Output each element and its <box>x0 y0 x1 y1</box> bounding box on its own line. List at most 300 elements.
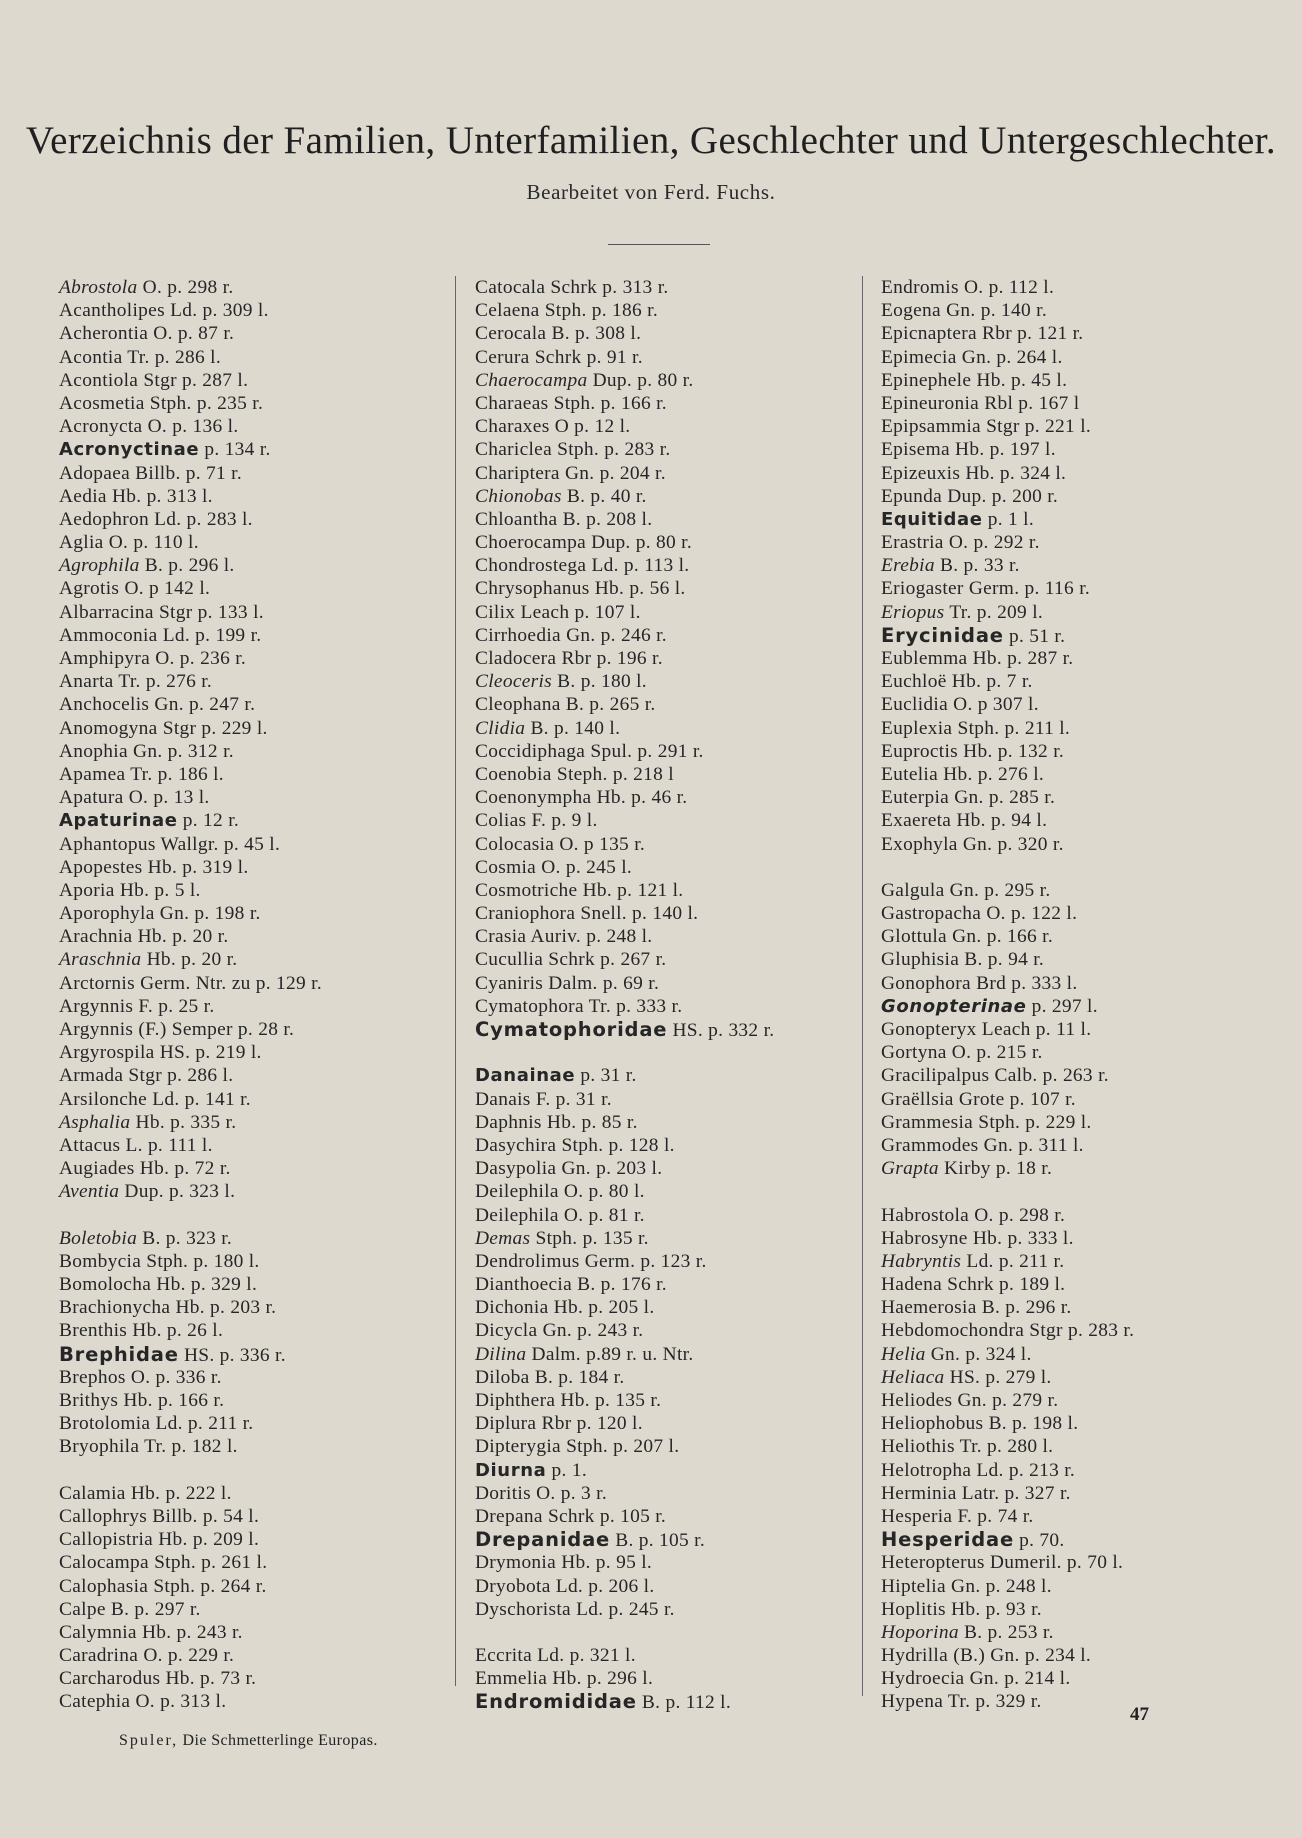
index-entry <box>475 948 865 971</box>
index-entry <box>59 1412 459 1435</box>
entry-name: Exaereta <box>881 810 952 832</box>
index-entry <box>59 322 459 345</box>
entry-reference: O. p. 87 r. <box>153 323 235 345</box>
entry-reference: Gn. p. 295 r. <box>949 879 1051 901</box>
entry-name: Episema <box>881 439 950 461</box>
entry-reference: Stph. p. 235 r. <box>149 392 264 414</box>
entry-name: Danais <box>475 1088 531 1110</box>
index-entry <box>475 462 865 485</box>
entry-name: Acherontia <box>59 323 149 345</box>
index-entry <box>881 1157 1291 1180</box>
entry-name: Cerura <box>475 346 530 368</box>
index-entry <box>881 438 1291 461</box>
entry-reference: O. p. 3 r. <box>536 1482 607 1504</box>
entry-name: Brenthis <box>59 1320 128 1342</box>
entry-reference: Grote p. 107 r. <box>958 1088 1076 1110</box>
entry-name: Diplura <box>475 1413 537 1435</box>
index-entry <box>881 972 1291 995</box>
entry-name: Calamia <box>59 1482 126 1504</box>
index-entry <box>475 554 865 577</box>
index-entry <box>475 1505 865 1528</box>
index-entry <box>59 508 459 531</box>
index-entry <box>59 485 459 508</box>
entry-name: Charaxes <box>475 416 550 438</box>
index-entry <box>475 1667 865 1690</box>
entry-name: Euproctis <box>881 740 959 762</box>
entry-reference: Auriv. p. 248 l. <box>530 926 653 948</box>
index-entry <box>475 1412 865 1435</box>
entry-reference: Rbr p. 121 r. <box>982 323 1084 345</box>
index-entry <box>475 763 865 786</box>
entry-reference: O. p. 215 r. <box>951 1042 1043 1064</box>
entry-reference: Ld. p. 206 l. <box>555 1575 655 1597</box>
index-entry <box>475 1644 865 1667</box>
entry-name: Hiptelia <box>881 1575 946 1597</box>
entry-reference: O. p. 245 l. <box>541 856 633 878</box>
index-entry <box>475 670 865 693</box>
index-entry <box>59 1505 459 1528</box>
entry-reference: B. p. 105 r. <box>615 1530 706 1552</box>
entry-reference: Kirby p. 18 r. <box>943 1158 1053 1180</box>
entry-name: Carcharodus <box>59 1668 161 1690</box>
entry-reference: Hb. p. 132 r. <box>963 740 1065 762</box>
index-entry <box>881 1319 1291 1342</box>
entry-reference: Ld. p. 309 l. <box>170 300 269 322</box>
entry-name: Argynnis <box>59 1019 134 1040</box>
index-entry <box>475 508 865 531</box>
index-entry <box>59 1644 459 1667</box>
entry-reference: p. 12 r. <box>182 810 240 832</box>
entry-reference: Tr. p. 209 l. <box>949 601 1044 623</box>
entry-reference: Hb. p. 166 r. <box>123 1390 225 1411</box>
index-entry <box>475 1482 865 1505</box>
entry-reference: Hb. p. 20 r. <box>137 926 229 948</box>
entry-name: Eriogaster <box>881 578 964 600</box>
entry-name: Bombycia <box>59 1250 142 1272</box>
index-entry <box>59 531 459 554</box>
entry-reference: Hb. p. 197 l. <box>955 439 1056 461</box>
entry-name: Cymatophoridae <box>475 1018 668 1041</box>
index-entry <box>475 1459 865 1482</box>
index-entry <box>881 1690 1291 1713</box>
entry-name: Grammesia <box>881 1111 974 1133</box>
entry-reference: Hb. p. 20 r. <box>146 949 238 971</box>
index-entry <box>881 670 1291 693</box>
index-entry <box>59 1180 459 1203</box>
entry-reference: Gn. p. 320 r. <box>962 833 1064 855</box>
index-entry <box>881 1621 1291 1644</box>
entry-name: Callophrys <box>59 1505 148 1527</box>
entry-name: Euclidia <box>881 694 949 716</box>
entry-reference: B. p. 184 r. <box>534 1366 625 1388</box>
index-column-1 <box>59 276 459 1714</box>
index-entry <box>59 1575 459 1598</box>
entry-name: Helotropha <box>881 1459 972 1481</box>
index-entry <box>475 1551 865 1574</box>
index-entry <box>475 1064 865 1087</box>
index-entry <box>475 438 865 461</box>
entry-name: Gluphisia <box>881 949 960 971</box>
index-entry <box>59 1690 459 1713</box>
index-entry <box>475 1250 865 1273</box>
entry-name: Catephia <box>59 1691 131 1713</box>
entry-name: Cleophana <box>475 694 561 716</box>
entry-name: Epizeuxis <box>881 462 961 484</box>
entry-name: Asphalia <box>59 1111 131 1133</box>
entry-reference: O. p. 336 r. <box>130 1366 222 1388</box>
entry-reference: Stgr p. 286 l. <box>128 1065 234 1087</box>
index-entry <box>881 624 1291 647</box>
entry-reference: B. p. 296 l. <box>144 555 235 577</box>
index-entry <box>475 1575 865 1598</box>
entry-name: Erastria <box>881 532 944 554</box>
entry-reference: Dumeril. p. 70 l. <box>989 1552 1124 1574</box>
entry-reference: O. p. 229 r. <box>143 1645 235 1667</box>
index-entry <box>475 1134 865 1157</box>
entry-reference: Leach p. 107 l. <box>520 601 641 623</box>
entry-name: Epineuronia <box>881 392 980 414</box>
entry-name: Euterpia <box>881 787 950 809</box>
entry-reference: Stgr p. 229 l. <box>162 717 268 739</box>
index-entry <box>475 786 865 809</box>
entry-reference: B. p. 180 l. <box>557 671 647 693</box>
index-entry <box>475 392 865 415</box>
entry-name: Drepana <box>475 1505 543 1527</box>
entry-reference: Hb. p. 135 r. <box>560 1390 662 1411</box>
index-entry <box>59 925 459 948</box>
entry-name: Argyrospila <box>59 1042 155 1064</box>
entry-name: Diloba <box>475 1366 530 1388</box>
entry-name: Heliothis <box>881 1436 955 1458</box>
index-entry <box>59 995 459 1018</box>
entry-reference: Hb. p. 222 l. <box>130 1482 232 1504</box>
entry-name: Hoplitis <box>881 1598 946 1620</box>
entry-name: Charaeas <box>475 392 549 414</box>
index-entry <box>475 577 865 600</box>
index-entry <box>59 438 459 461</box>
index-entry <box>59 786 459 809</box>
index-entry <box>475 1296 865 1319</box>
index-entry <box>881 693 1291 716</box>
section-gap <box>475 1621 865 1644</box>
index-entry <box>881 763 1291 786</box>
entry-name: Anomogyna <box>59 717 158 739</box>
entry-reference: Hb. p. 329 l. <box>156 1274 258 1296</box>
index-entry <box>881 1273 1291 1296</box>
entry-reference: Gn. p. 214 l. <box>969 1668 1071 1690</box>
index-entry <box>475 1180 865 1203</box>
index-entry <box>881 1064 1291 1087</box>
entry-reference: Hb. p. 56 l. <box>594 578 686 600</box>
index-entry <box>881 322 1291 345</box>
index-entry <box>881 1296 1291 1319</box>
entry-reference: Gn. p. 264 l. <box>961 346 1063 368</box>
entry-name: Endromis <box>881 277 959 298</box>
entry-reference: Ld. p. 321 l. <box>537 1645 636 1667</box>
entry-name: Hydrilla <box>881 1645 949 1667</box>
index-entry <box>881 299 1291 322</box>
index-entry <box>59 948 459 971</box>
entry-name: Hesperidae <box>881 1528 1014 1552</box>
entry-reference: Latr. p. 327 r. <box>961 1482 1071 1504</box>
entry-name: Grapta <box>881 1158 939 1180</box>
index-column-2 <box>475 276 865 1714</box>
entry-name: Brotolomia <box>59 1413 151 1435</box>
index-entry <box>59 1667 459 1690</box>
entry-name: Emmelia <box>475 1668 548 1690</box>
entry-reference: Tr. p. 186 l. <box>130 763 224 785</box>
entry-name: Gonopterinae <box>881 995 1027 1017</box>
entry-reference: Dup. p. 80 r. <box>592 369 694 391</box>
index-entry <box>59 1157 459 1180</box>
entry-reference: Gn. p. 247 r. <box>154 694 256 716</box>
index-entry <box>475 276 865 299</box>
entry-name: Boletobia <box>59 1227 138 1249</box>
entry-name: Hesperia <box>881 1505 953 1527</box>
index-entry <box>59 1227 459 1250</box>
index-entry <box>475 369 865 392</box>
entry-reference: Hb. p. 72 r. <box>139 1158 231 1180</box>
entry-reference: Gn. p. 246 r. <box>566 624 667 646</box>
index-entry <box>881 1551 1291 1574</box>
page-title: Verzeichnis der Familien, Unterfamilien, Geschlechter und Untergeschlechter. <box>25 119 1277 162</box>
entry-reference: Gn. p. 324 l. <box>930 1343 1032 1365</box>
entry-reference: Ld. p. 141 r. <box>152 1088 251 1110</box>
entry-name: Eriopus <box>881 601 945 623</box>
index-entry <box>475 925 865 948</box>
entry-name: Albarracina <box>59 601 154 623</box>
index-entry <box>881 902 1291 925</box>
entry-reference: HS. p. 332 r. <box>672 1020 775 1041</box>
index-entry <box>59 462 459 485</box>
entry-name: Acantholipes <box>59 300 165 322</box>
entry-name: Araschnia <box>59 949 142 971</box>
entry-reference: Hb. p. 313 l. <box>111 485 213 507</box>
column-divider-1 <box>455 276 456 1686</box>
index-entry <box>475 485 865 508</box>
entry-reference: HS. p. 279 l. <box>949 1366 1052 1388</box>
entry-reference: HS. p. 219 l. <box>159 1042 262 1064</box>
index-entry <box>475 1319 865 1342</box>
index-entry <box>881 1018 1291 1041</box>
entry-name: Callopistria <box>59 1529 154 1551</box>
index-entry <box>881 276 1291 299</box>
entry-reference: Stph. p. 229 l. <box>978 1111 1092 1133</box>
entry-reference: Calb. p. 263 r. <box>994 1065 1109 1087</box>
index-entry <box>881 1528 1291 1551</box>
index-entry <box>881 717 1291 740</box>
index-entry <box>881 1598 1291 1621</box>
index-entry <box>881 995 1291 1018</box>
entry-name: Amphipyra <box>59 648 151 669</box>
entry-name: Apopestes <box>59 856 143 878</box>
entry-reference: Stph. p. 186 r. <box>544 300 659 322</box>
index-entry <box>59 1482 459 1505</box>
entry-name: Chionobas <box>475 485 562 507</box>
entry-name: Cerocala <box>475 323 547 345</box>
entry-name: Cucullia <box>475 949 544 971</box>
entry-name: Chariptera <box>475 462 560 484</box>
entry-reference: Hb. p. 209 l. <box>158 1529 260 1551</box>
entry-name: Chondrostega <box>475 555 587 577</box>
index-entry <box>881 1111 1291 1134</box>
entry-reference: Tr. p. 329 r. <box>947 1691 1042 1713</box>
index-entry <box>59 856 459 879</box>
entry-reference: p. 70. <box>1019 1530 1065 1552</box>
entry-reference: O. p 307 l. <box>953 694 1039 716</box>
entry-reference: O. p. 112 l. <box>963 277 1055 298</box>
entry-reference: Ld. p. 283 l. <box>154 508 253 530</box>
entry-reference: Ld. p. 211 r. <box>966 1250 1065 1272</box>
index-entry <box>475 601 865 624</box>
entry-name: Epimecia <box>881 346 957 368</box>
footer-signature <box>119 1732 378 1750</box>
footer-book-title: Die Schmetterlinge Europas. <box>182 1732 378 1749</box>
index-entry <box>59 1598 459 1621</box>
index-entry <box>881 948 1291 971</box>
index-entry <box>881 647 1291 670</box>
entry-reference: Steph. p. 218 l <box>556 763 674 785</box>
entry-name: Anchocelis <box>59 694 150 716</box>
entry-reference: Stph. p. 207 l. <box>566 1436 680 1458</box>
entry-name: Anophia <box>59 740 128 762</box>
entry-name: Apamea <box>59 763 126 785</box>
entry-name: Habrostola <box>881 1204 970 1226</box>
entry-reference: Rbl p. 167 l <box>984 392 1080 414</box>
entry-reference: B. p. 94 r. <box>964 949 1045 971</box>
entry-name: Cirrhoedia <box>475 624 561 646</box>
entry-name: Bryophila <box>59 1436 140 1458</box>
entry-name: Arachnia <box>59 926 133 948</box>
entry-name: Aedia <box>59 485 107 507</box>
index-entry <box>475 1389 865 1412</box>
entry-reference: Hb. p. 7 r. <box>951 671 1033 693</box>
entry-name: Colias <box>475 810 527 832</box>
entry-name: Choerocampa <box>475 532 586 554</box>
entry-name: Augiades <box>59 1158 135 1180</box>
entry-reference: Hb. p. 94 l. <box>956 810 1048 832</box>
entry-reference: Gn. p. 140 r. <box>946 300 1047 322</box>
index-entry <box>881 485 1291 508</box>
entry-name: Dendrolimus <box>475 1250 580 1272</box>
entry-name: Galgula <box>881 879 945 901</box>
entry-reference: Hb. p. 5 l. <box>119 879 201 901</box>
entry-name: Eublemma <box>881 648 968 669</box>
entry-reference: Hb. p. 26 l. <box>132 1320 224 1342</box>
index-entry <box>881 577 1291 600</box>
entry-name: Cosmia <box>475 856 537 878</box>
entry-name: Clidia <box>475 717 526 739</box>
entry-reference: Dalm. p. 69 r. <box>548 972 660 994</box>
entry-reference: Gn. p. 166 r. <box>952 926 1053 948</box>
entry-reference: Tr. p. 182 l. <box>144 1436 238 1458</box>
entry-name: Apatura <box>59 787 124 809</box>
entry-name: Aventia <box>59 1181 120 1203</box>
index-entry <box>59 1528 459 1551</box>
entry-reference: Ld. p. 113 l. <box>591 555 690 577</box>
entry-reference: p. 31 r. <box>580 1065 637 1087</box>
entry-reference: Stph. p. 180 l. <box>146 1250 260 1272</box>
entry-name: Glottula <box>881 926 947 948</box>
index-entry <box>881 1204 1291 1227</box>
entry-reference: O. p 135 r. <box>559 833 646 855</box>
index-entry <box>475 1204 865 1227</box>
entry-reference: O. p. 313 l. <box>135 1691 227 1713</box>
entry-reference: Ld. p. 213 r. <box>976 1459 1076 1481</box>
index-entry <box>881 554 1291 577</box>
entry-name: Endromididae <box>475 1690 637 1714</box>
index-entry <box>59 1366 459 1389</box>
entry-name: Calocampa <box>59 1552 149 1574</box>
entry-name: Colocasia <box>475 833 555 855</box>
entry-reference: O. p. 122 l. <box>986 903 1078 925</box>
index-entry <box>881 1227 1291 1250</box>
index-entry <box>59 1134 459 1157</box>
index-entry <box>59 577 459 600</box>
entry-name: Heteropterus <box>881 1552 985 1574</box>
entry-reference: Germ. p. 123 r. <box>584 1250 707 1272</box>
entry-reference: Gn. p. 311 l. <box>983 1134 1084 1156</box>
entry-reference: B. p. 198 l. <box>988 1413 1079 1435</box>
index-entry <box>59 879 459 902</box>
entry-reference: Hb. p. 93 r. <box>951 1598 1042 1620</box>
entry-reference: O. p. 236 r. <box>155 648 247 669</box>
entry-name: Graëllsia <box>881 1088 954 1110</box>
entry-name: Aglia <box>59 532 104 554</box>
index-entry <box>475 346 865 369</box>
entry-name: Erebia <box>881 555 935 577</box>
entry-reference: Snell. p. 140 l. <box>580 903 699 925</box>
index-entry <box>475 647 865 670</box>
index-entry <box>475 1598 865 1621</box>
index-entry <box>881 1389 1291 1412</box>
entry-reference: Hb. p. 319 l. <box>147 856 249 878</box>
entry-name: Dasychira <box>475 1134 557 1156</box>
entry-reference: Stph. p. 166 r. <box>553 392 667 414</box>
entry-name: Herminia <box>881 1482 957 1504</box>
entry-name: Aporophyla <box>59 903 155 925</box>
entry-name: Attacus <box>59 1134 121 1156</box>
index-entry <box>59 1111 459 1134</box>
entry-name: Epinephele <box>881 369 972 391</box>
index-entry <box>881 1667 1291 1690</box>
index-entry <box>59 809 459 832</box>
entry-reference: p. 134 r. <box>204 439 271 461</box>
entry-reference: B. p. 112 l. <box>641 1692 731 1714</box>
section-gap <box>881 856 1291 879</box>
entry-reference: F. p. 31 r. <box>535 1088 612 1110</box>
entry-name: Habryntis <box>881 1250 962 1272</box>
entry-name: Gonopteryx <box>881 1019 977 1040</box>
entry-reference: Gn. p. 279 r. <box>957 1390 1059 1411</box>
entry-reference: Stph. p. 135 r. <box>535 1227 649 1249</box>
entry-reference: Gn. p. 204 r. <box>565 462 666 484</box>
index-entry <box>59 1064 459 1087</box>
entry-name: Heliaca <box>881 1366 945 1388</box>
entry-name: Acontia <box>59 346 123 368</box>
entry-name: Eccrita <box>475 1645 532 1667</box>
entry-reference: Gn. p. 248 l. <box>951 1575 1052 1597</box>
entry-name: Catocala <box>475 277 546 298</box>
entry-reference: Schrk p. 105 r. <box>547 1505 667 1527</box>
index-entry <box>59 1273 459 1296</box>
index-entry <box>881 1343 1291 1366</box>
entry-name: Dryobota <box>475 1575 551 1597</box>
index-entry <box>475 531 865 554</box>
page-subtitle: Bearbeitet von Ferd. Fuchs. <box>526 180 776 204</box>
entry-reference: Germ. p. 116 r. <box>968 578 1091 600</box>
entry-reference: Stph. p. 283 r. <box>557 439 671 461</box>
